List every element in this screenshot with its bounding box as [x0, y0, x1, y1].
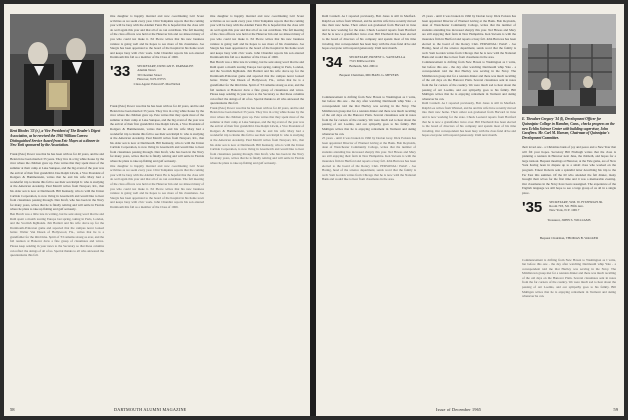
left-col-2-text-b: Frank (Pete) Power was that he has been with us for 40 years, and he and Helen have been married 33 years. They live in a big white house by the river where the children grew up. Pete writes that they spent most of the summer at their camp at Lake Sunapee, and the big event of the year was the arrival of their first grandchild. Dee Ralph Litwin, a Vice President of Rodgers & Hammerstein, writes that he and his wife Mary had a wonderful trip to Rome this fall to see their son Ralph Jr. who is studying at the American Academy. Paul Merrill writes from Newport, R.I., that his older son is now at Dartmouth. Bill Kennedy, who is with the Union Carbide Corporation, is now living in Greenwich and would like to hear from classmates passing through. Dan Kraft, who has been in the Navy for many years, writes that he is finally retiring and will settle in Florida where he plans to take up fishing and golf seriously.: [110, 103, 204, 164]
class-35-bequest: Bequest Chairman, THOMAS B. WALKER: [539, 235, 599, 240]
class-35-secretary: [549, 200, 611, 213]
award-photo-caption: Kent Rhodes '33 (r.), a Vice President of The Reader's Digest Association, as he received the 1965 William Carrow Distinguished Service Award from Eric Mayes at a dinner in New York sponsored by the Association.: [10, 129, 101, 148]
award-photo: [10, 14, 104, 126]
left-col-1-text-cont: Ben Burch was a little late in writing, but he sent along word that he and Ruth spent a month touring Europe last spring, taking in Paris, London, and the Scottish highlands. Jim Bartlett and his wife drove up for the Dartmouth-Princeton game and reported that the campus never looked better. Walter Van Dusen of Hollywood, Fla., writes that he is a grandfather for the third time. Spirit of '33 remains strong as ever, and the fall reunion at Hanover drew a fine group of classmates and wives. Please keep sending in your news to the Secretary so that these columns can reflect the doings of all of us. Special thanks to all who answered the questionnaire this fall.: [10, 211, 104, 258]
class-34-address-line-2: Bethesda, Md. 20014: [349, 63, 378, 68]
construction-photo-image: [522, 14, 616, 114]
right-col-2-text: 25 years - until it was broken in 1960 by Dorian Gray. Dick Polston has been appointed Director of Planned Giving at the Bank. Bob Reynolds, dean of Westchester Community College, writes that the number of students attending has increased sharply this year. Ted Hawes and Mary are still enjoying their farm in New Hampshire. Ken Stevens is with the insurance firm in Hartford and reports a busy fall. John Burrows has been elected to the board of the Rotary Club. PERSONAL: PAGE - Joe Haring, head of the science department, sends word that the family is well. Sam Gordon writes from Chicago that he is now with the National Bank and would like to hear from classmates in the area.: [422, 14, 516, 60]
class-34-address-line-1: 7315 Millwood Rd.: [349, 59, 376, 64]
class-34-bequest: Bequest Chairman, MICHAEL G. MEYERS: [339, 72, 399, 77]
class-33-address-line-2: 30 Chestnut Street: [137, 72, 162, 77]
right-col-3-text: their loved one - a Christmas bank of joy and peace and a New Year that will fill your hopes. Secretary Bill Fitzhugh writes that the class is planning a reunion in Hanover next June, the thirtieth, and hopes for a large turnout. Bequest meetings at Hanover, at the Yale game, are of New York having been in dispute up to a small class who worked on the program. Ernest Roberts sent a splendid letter describing his trip to the Far East this summer. Of the 60 who attended the fall dinner, many brought their wives for the first time and it was a memorable evening. Our classmates in the Navy have been reassigned. The experience of the English language we still hope to see a large group of us all in a single place.: [522, 144, 616, 195]
left-col-1-text: Frank (Pete) Power was that he has been with us for 40 years, and he and Helen have been married 33 years. They live in a big white house by the river where the children grew up. Pete writes that they spent most of the summer at their camp at Lake Sunapee, and the big event of the year was the arrival of their first grandchild. Dee Ralph Litwin, a Vice President of Rodgers & Hammerstein, writes that he and his wife Mary had a wonderful trip to Rome this fall to see their son Ralph Jr. who is studying at the American Academy. Paul Merrill writes from Newport, R.I., that his older son is now at Dartmouth. Bill Kennedy, who is with the Union Carbide Corporation, is now living in Greenwich and would like to hear from classmates passing through. Dan Kraft, who has been in the Navy for many years, writes that he is finally retiring and will settle in Florida where he plans to take up fishing and golf seriously.: [10, 152, 104, 212]
right-col-1-text-b: Commencement is drifting from New Haven to Washington as I write, but before this one - the day after watching Dartmouth whip Yale - a correspondent told me that Hartley was serving in the Navy. The Middletown group met for a reunion dinner and there was much recalling of the old days on the Hanover Plain. Several classmates sent in notes from the far corners of the country. We were much sad to hear about the passing of Art Loomis, and our sympathy goes to his family. Bill Mulligan writes that he is enjoying retirement in Vermont and skiing whenever he can.: [322, 94, 416, 136]
class-33-heading: '33: [110, 62, 131, 80]
construction-photo-caption: E. Theodore Gregory '34 (l), Development Officer for Quinnipiac College in Hamden, Conn., checks progress on the new Echlin Science Center with building supervisor, John Carafiero. Mr. Carl M. Hansen, Chairman of Quinnipiac's Development Committee.: [522, 117, 615, 141]
class-34-secretary-line: SECRETARY, ERNEST L. SANTAELLA: [349, 54, 406, 59]
left-col-3-text-c: Frank (Pete) Power was that he has been with us for 40 years, and he and Helen have been married 33 years. They live in a big white house by the river where the children grew up. Pete writes that they spent most of the summer at their camp at Lake Sunapee, and the big event of the year was the arrival of their first grandchild. Dee Ralph Litwin, a Vice President of Rodgers & Hammerstein, writes that he and his wife Mary had a wonderful trip to Rome this fall to see their son Ralph Jr. who is studying at the American Academy. Paul Merrill writes from Newport, R.I., that his older son is now at Dartmouth. Bill Kennedy, who is with the Union Carbide Corporation, is now living in Greenwich and would like to hear from classmates passing through. Dan Kraft, who has been in the Navy for many years, writes that he is finally retiring and will settle in Florida where he plans to take up fishing and golf seriously.: [210, 105, 304, 165]
left-page: [4, 4, 310, 416]
left-col-2-text: One daughter is happily married and now coordinating Girl Scout activities as we seem every year. Clint Tompkins reports that the coming year will be busy with the Alumni Fund. He is hopeful that the class will do well again this year and that all of us can contribute. The fall meeting of the class officers was held at the Hanover Inn and we missed many of you who could not make it. Ed Pierce writes that his new business venture is going well and he hopes to see more of his classmates. Joe Sturgis has been appointed to the board of the hospital in his home town and keeps busy with civic work. John Chandler reports his son entered Dartmouth this fall as a member of the Class of 1969.: [110, 14, 204, 60]
right-page: [316, 4, 624, 416]
class-33-agent: Class Agent: Edward F. MacNichol: [133, 81, 181, 86]
left-col-2-text-c: One daughter is happily married and now coordinating Girl Scout activities as we seem every year. Clint Tompkins reports that the coming year will be busy with the Alumni Fund. He is hopeful that the class will do well again this year and that all of us can contribute. The fall meeting of the class officers was held at the Hanover Inn and we missed many of you who could not make it. Ed Pierce writes that his new business venture is going well and he hopes to see more of his classmates. Joe Sturgis has been appointed to the board of the hospital in his home town and keeps busy with civic work. John Chandler reports his son entered Dartmouth this fall as a member of the Class of 1969.: [110, 163, 204, 209]
class-35-address-line-1: Room 703, 521 Fifth Ave.: [549, 203, 584, 208]
right-col-1: [322, 14, 416, 396]
left-col-2: [110, 14, 204, 396]
class-33-secretary-line: SECRETARY, DUNCAN E. PARMALEE: [137, 63, 194, 68]
award-photo-image: [10, 14, 104, 126]
right-page-footer: Issue of December 1965: [436, 407, 482, 412]
class-33-address-line-1: Alumni News: [137, 68, 156, 73]
class-35-treasurer: Treasurer, JOHN S. WILLIAMS: [547, 217, 591, 222]
construction-photo: [522, 14, 616, 114]
right-col-1-text-c: 25 years - until it was broken in 1960 by Dorian Gray. Dick Polston has been appointed Director of Planned Giving at the Bank. Bob Reynolds, dean of Westchester Community College, writes that the number of students attending has increased sharply this year. Ted Hawes and Mary are still enjoying their farm in New Hampshire. Ken Stevens is with the insurance firm in Hartford and reports a busy fall. John Burrows has been elected to the board of the Rotary Club. PERSONAL: PAGE - Joe Haring, head of the science department, sends word that the family is well. Sam Gordon writes from Chicago that he is now with the National Bank and would like to hear from classmates in the area.: [322, 136, 416, 182]
left-page-number: 58: [10, 407, 15, 412]
right-page-number: 59: [613, 407, 618, 412]
class-35-secretary-line: SECRETARY, WM. W. FITZHUGH JR.: [549, 199, 603, 204]
class-34-heading: '34: [322, 53, 343, 71]
left-col-1: [10, 14, 104, 396]
right-col-2: [422, 14, 516, 396]
right-col-2-text-b: Commencement is drifting from New Haven to Washington as I write, but before this one - the day after watching Dartmouth whip Yale - a correspondent told me that Hartley was serving in the Navy. The Middletown group met for a reunion dinner and there was much recalling of the old days on the Hanover Plain. Several classmates sent in notes from the far corners of the country. We were much sad to hear about the passing of Art Loomis, and our sympathy goes to his family. Bill Mulligan writes that he is enjoying retirement in Vermont and skiing whenever he can.: [422, 59, 516, 101]
class-33-address-line-3: Hanover, N.H. 03755: [137, 77, 166, 82]
right-col-3: [522, 14, 616, 396]
left-col-3-text-b: Ben Burch was a little late in writing, but he sent along word that he and Ruth spent a month touring Europe last spring, taking in Paris, London, and the Scottish highlands. Jim Bartlett and his wife drove up for the Dartmouth-Princeton game and reported that the campus never looked better. Walter Van Dusen of Hollywood, Fla., writes that he is a grandfather for the third time. Spirit of '33 remains strong as ever, and the fall reunion at Hanover drew a fine group of classmates and wives. Please keep sending in your news to the Secretary so that these columns can reflect the doings of all of us. Special thanks to all who answered the questionnaire this fall.: [210, 59, 304, 106]
left-col-3-text: One daughter is happily married and now coordinating Girl Scout activities as we seem every year. Clint Tompkins reports that the coming year will be busy with the Alumni Fund. He is hopeful that the class will do well again this year and that all of us can contribute. The fall meeting of the class officers was held at the Hanover Inn and we missed many of you who could not make it. Ed Pierce writes that his new business venture is going well and he hopes to see more of his classmates. Joe Sturgis has been appointed to the board of the hospital in his home town and keeps busy with civic work. John Chandler reports his son entered Dartmouth this fall as a member of the Class of 1969.: [210, 14, 304, 60]
right-col-2-text-c: Ruth Connell. As I reported previously, Bob Jones is still in Medford. Ralph Lee writes from Winsted, and he and his wife have recently moved into their new home. Their oldest son graduated from Harvard in June and is now working for the state. Chuck Leonard reports from Hartford that he is now a grandfather twice over. Bill Eberhardt has been elected to the board of directors of his company and spends most of his time traveling. Our correspondent has been busy with the class fund drive and hopes everyone will respond generously. Until next month.: [422, 101, 516, 138]
class-33-heading-block: [110, 64, 204, 100]
class-35-address-line-2: New York, N.Y. 10017: [549, 208, 580, 213]
left-col-3: [210, 14, 304, 396]
class-34-heading-block: [322, 55, 416, 91]
right-col-3-text-b: Commencement is drifting from New Haven to Washington as I write, but before this one - the day after watching Dartmouth whip Yale - a correspondent told me that Hartley was serving in the Navy. The Middletown group met for a reunion dinner and there was much recalling of the old days on the Hanover Plain. Several classmates sent in notes from the far corners of the country. We were much sad to hear about the passing of Art Loomis, and our sympathy goes to his family. Bill Mulligan writes that he is enjoying retirement in Vermont and skiing whenever he can.: [522, 257, 616, 299]
class-33-secretary: [137, 64, 199, 82]
class-35-heading-block: [522, 200, 616, 254]
left-page-footer: DARTMOUTH ALUMNI MAGAZINE: [114, 407, 187, 412]
right-col-1-text: Ruth Connell. As I reported previously, Bob Jones is still in Medford. Ralph Lee writes from Winsted, and he and his wife have recently moved into their new home. Their oldest son graduated from Harvard in June and is now working for the state. Chuck Leonard reports from Hartford that he is now a grandfather twice over. Bill Eberhardt has been elected to the board of directors of his company and spends most of his time traveling. Our correspondent has been busy with the class fund drive and hopes everyone will respond generously. Until next month.: [322, 14, 416, 51]
class-35-heading: '35: [522, 198, 543, 216]
class-34-secretary: [349, 55, 411, 68]
